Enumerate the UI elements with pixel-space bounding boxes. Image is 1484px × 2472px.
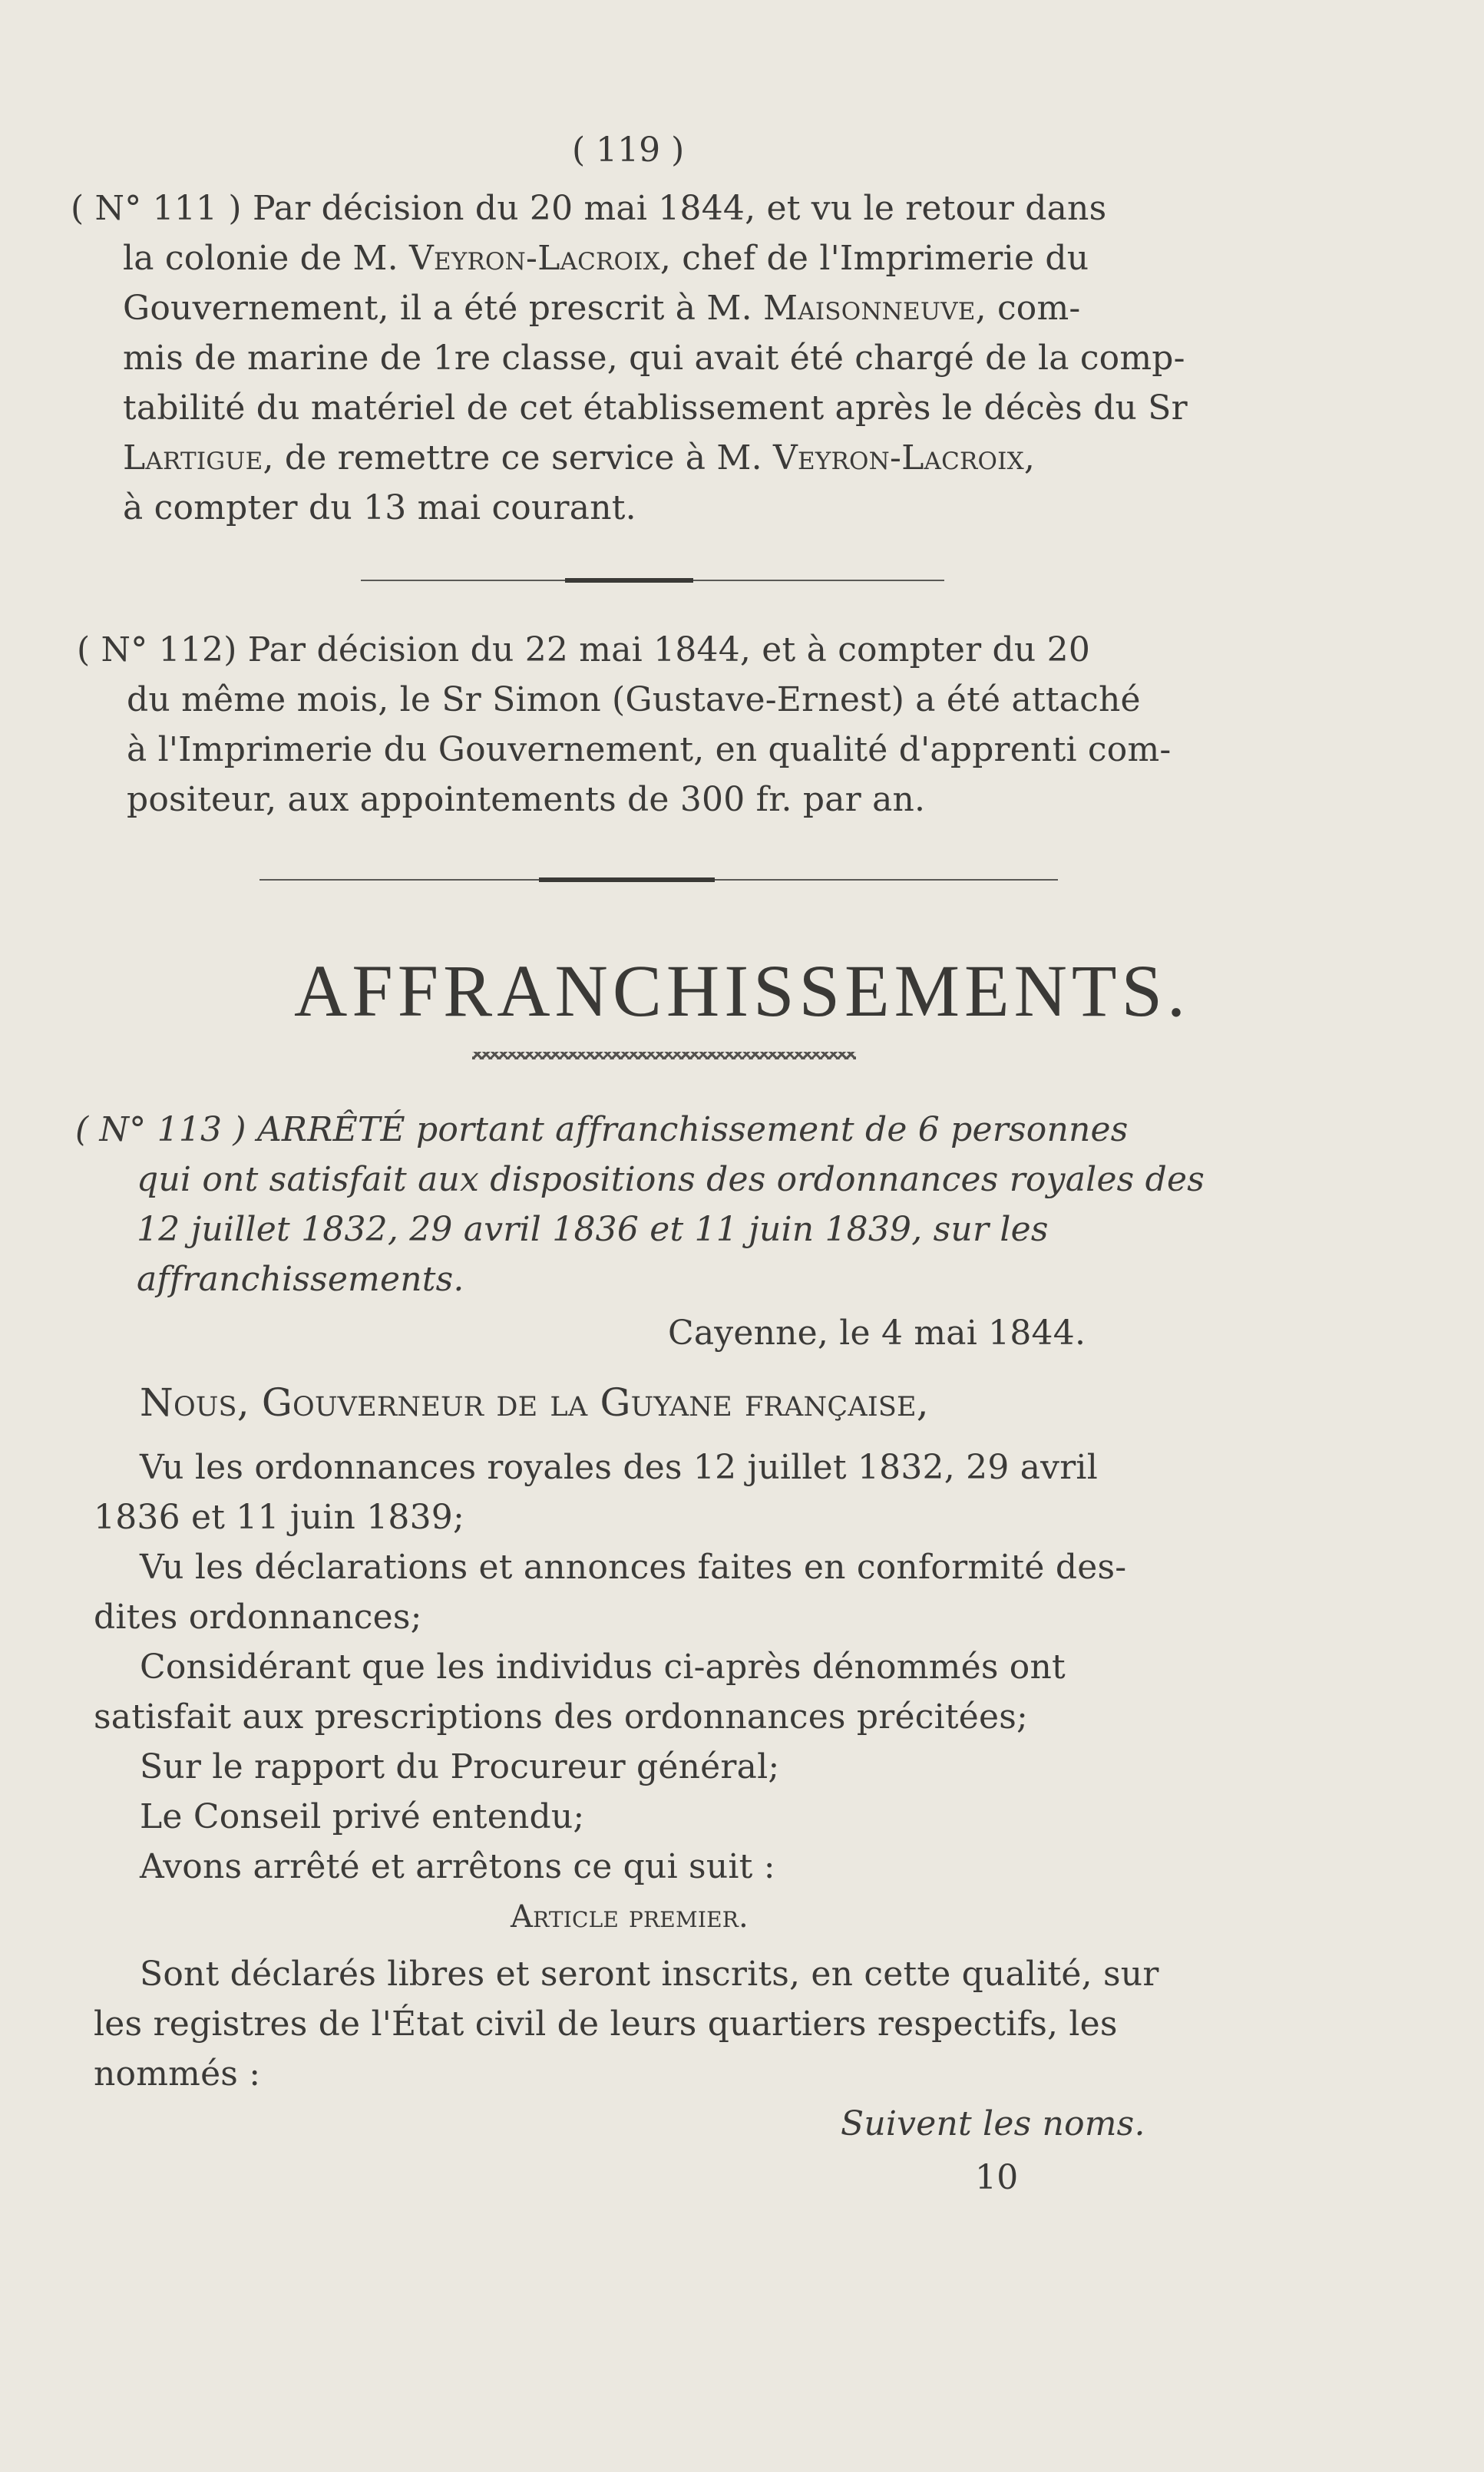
separator-rule-2 [259, 879, 1058, 881]
entry112-line-2: du même mois, le Sr Simon (Gustave-Ernest) a été attaché [127, 680, 1141, 719]
body-line-4: dites ordonnances; [94, 1598, 422, 1637]
page-number: ( 119 ) [572, 131, 685, 170]
entry113-title-line-1: ( N° 113 ) ARRÊTÉ portant affranchissement de 6 personnes [75, 1110, 1129, 1149]
entry111-line-5: tabilité du matériel de cet établissement après le décès du Sr [123, 388, 1188, 428]
section-heading: AFFRANCHISSEMENTS. [294, 950, 1190, 1032]
article-heading: Article premier. [511, 1899, 749, 1935]
entry111-line-4: mis de marine de 1re classe, qui avait été chargé de la comp- [123, 339, 1185, 378]
body-line-8: Le Conseil privé entendu; [140, 1797, 585, 1836]
body-line-5: Considérant que les individus ci-après dénommés ont [140, 1647, 1066, 1687]
closing-note: Suivent les noms. [841, 2104, 1145, 2143]
ornamental-rule [472, 1052, 856, 1059]
body-line-1: Vu les ordonnances royales des 12 juillet 1832, 29 avril [140, 1448, 1098, 1487]
body-line-6: satisfait aux prescriptions des ordonnances précitées; [94, 1697, 1029, 1737]
entry113-title-line-2: qui ont satisfait aux dispositions des ordonnances royales des [137, 1160, 1205, 1199]
article-line-3: nommés : [94, 2054, 261, 2094]
entry113-title-line-3: 12 juillet 1832, 29 avril 1836 et 11 juin 1839, sur les [137, 1210, 1049, 1249]
entry111-line-7: à compter du 13 mai courant. [123, 488, 636, 527]
entry111-line-1: ( N° 111 ) Par décision du 20 mai 1844, et vu le retour dans [71, 189, 1107, 228]
body-line-2: 1836 et 11 juin 1839; [94, 1498, 465, 1537]
entry112-line-1: ( N° 112) Par décision du 22 mai 1844, et à compter du 20 [77, 630, 1091, 669]
article-line-1: Sont déclarés libres et seront inscrits, en cette qualité, sur [140, 1955, 1159, 1994]
entry113-title-line-4: affranchissements. [137, 1260, 464, 1299]
place-date: Cayenne, le 4 mai 1844. [668, 1314, 1086, 1353]
body-line-3: Vu les déclarations et annonces faites en conformité des- [140, 1548, 1127, 1587]
entry111-line-2: la colonie de M. Veyron-Lacroix, chef de l'Imprimerie du [123, 239, 1089, 278]
separator-rule-1 [361, 580, 944, 581]
article-line-2: les registres de l'État civil de leurs quartiers respectifs, les [94, 2004, 1118, 2044]
body-line-7: Sur le rapport du Procureur général; [140, 1747, 780, 1786]
entry111-line-3: Gouvernement, il a été prescrit à M. Maisonneuve, com- [123, 289, 1081, 328]
entry112-line-3: à l'Imprimerie du Gouvernement, en qualité d'apprenti com- [127, 730, 1172, 769]
body-line-9: Avons arrêté et arrêtons ce qui suit : [140, 1847, 775, 1886]
entry112-line-4: positeur, aux appointements de 300 fr. par an. [127, 780, 926, 819]
entry111-line-6: Lartigue, de remettre ce service à M. Veyron-Lacroix, [123, 438, 1036, 478]
signature-mark: 10 [975, 2158, 1019, 2197]
preamble-opening: Nous, Gouverneur de la Guyane française, [140, 1380, 929, 1425]
